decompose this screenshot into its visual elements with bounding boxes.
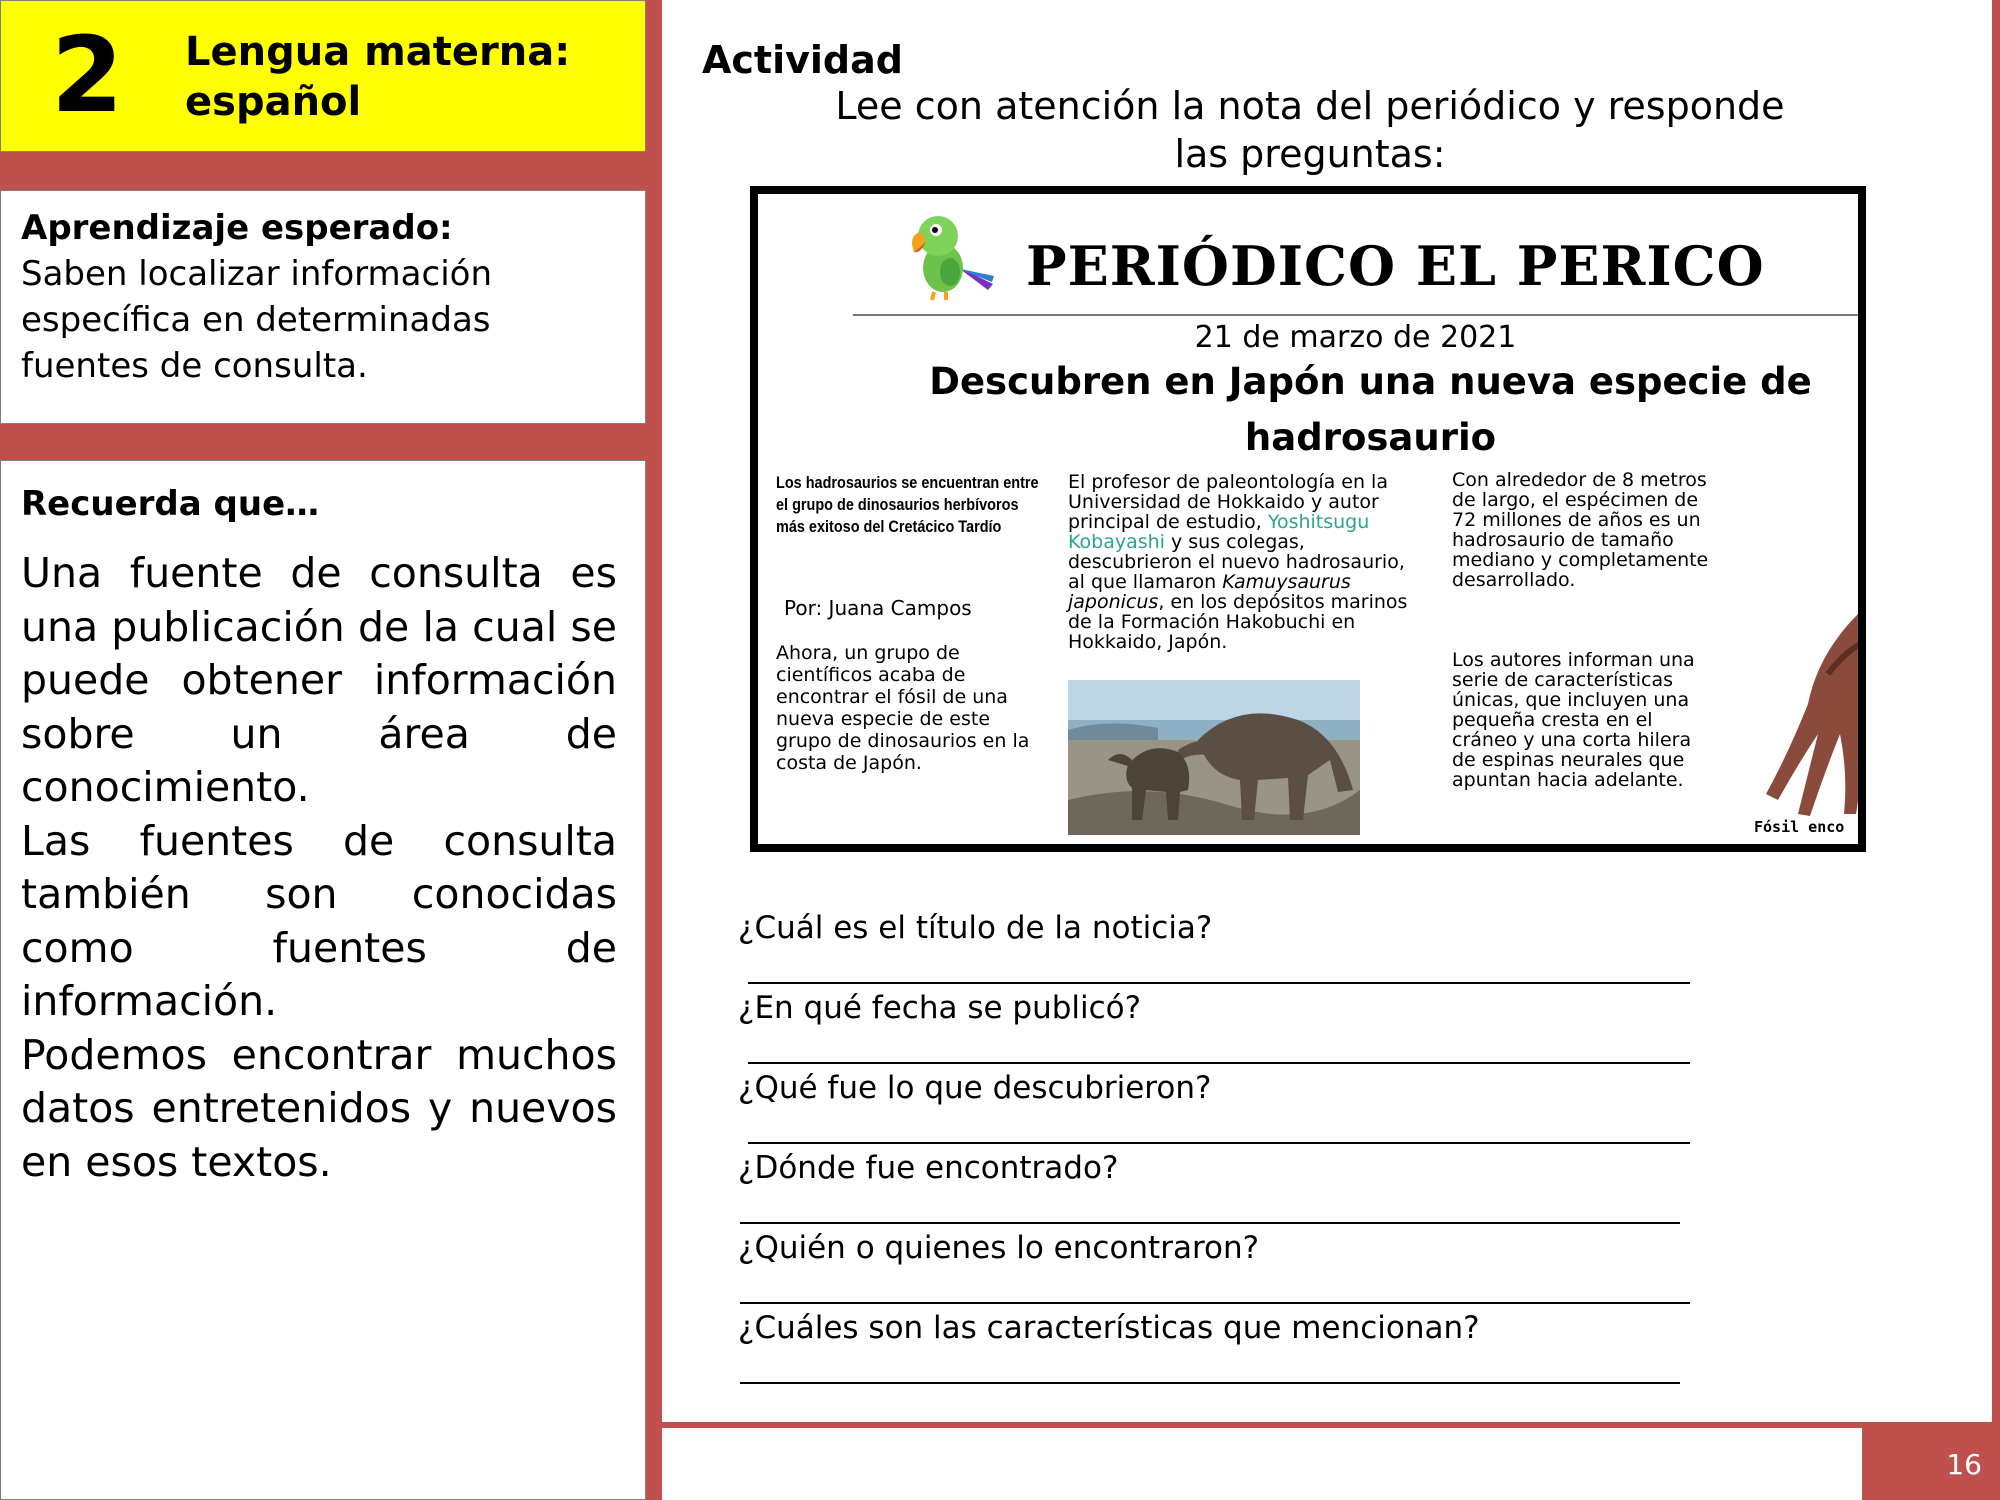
question-3: ¿Qué fue lo que descubrieron? — [738, 1070, 1212, 1106]
unit-number: 2 — [51, 14, 124, 136]
parrot-icon — [898, 206, 998, 306]
question-4: ¿Dónde fue encontrado? — [738, 1150, 1119, 1186]
answer-line-4[interactable] — [740, 1222, 1680, 1224]
article-lead: Los hadrosaurios se encuentran entre el grupo de dinosaurios herbívoros más exitoso del Cretácico Tardío — [776, 473, 1039, 536]
newspaper-date: 21 de marzo de 2021 — [1194, 320, 1517, 355]
answer-line-6[interactable] — [740, 1382, 1680, 1384]
remember-paragraph: Las fuentes de consulta también son conocidas como fuentes de información. — [21, 816, 617, 1025]
article-column-3-p2: Los autores informan una serie de características únicas, que incluyen una pequeña cresta en el cráneo y una corta hilera de espinas neurales que apuntan hacia adelante. — [1452, 649, 1695, 791]
col2-text-b: y sus colegas, descubrieron el nuevo hadrosaurio, al que llamaron — [1068, 531, 1405, 593]
fossil-caption: Fósil enco — [1754, 818, 1845, 836]
col2-text-c: , en los depósitos marinos de la Formación Hakobuchi en Hokkaido, Japón. — [1068, 591, 1408, 653]
fossil-image — [1748, 614, 1866, 824]
remember-paragraph: Podemos encontrar muchos datos entretenidos y nuevos en esos textos. — [21, 1030, 617, 1186]
answer-line-1[interactable] — [748, 982, 1690, 984]
remember-box — [0, 460, 646, 1500]
question-2: ¿En qué fecha se publicó? — [738, 990, 1142, 1026]
footer-bar — [662, 1428, 1862, 1500]
subject-line-1: Lengua materna: — [185, 29, 571, 75]
remember-heading: Recuerda que… — [21, 484, 320, 524]
subject-line-2: español — [185, 79, 362, 125]
col2-text-a: El profesor de paleontología en la Universidad de Hokkaido y autor principal de estudio, — [1068, 471, 1388, 533]
article-byline: Por: Juana Campos — [784, 596, 972, 620]
learning-goal-text: Saben localizar información específica en determinadas fuentes de consulta. — [21, 254, 493, 386]
answer-line-5[interactable] — [740, 1302, 1690, 1304]
newspaper-name: PERIÓDICO EL PERICO — [1026, 234, 1765, 298]
remember-paragraph: Una fuente de consulta es una publicación de la cual se puede obtener información sobre un área de conocimiento. — [21, 549, 617, 811]
species-name: Kamuysaurus japonicus — [1068, 571, 1351, 613]
article-column-3-p1: Con alrededor de 8 metros de largo, el espécimen de 72 millones de años es un hadrosaurio de tamaño mediano y completamente desarrollado. — [1452, 469, 1709, 591]
newspaper-headline: Descubren en Japón una nueva especie de hadrosaurio — [929, 360, 1812, 459]
learning-goal-box — [0, 190, 646, 424]
article-column-2 — [1068, 472, 1413, 652]
question-6: ¿Cuáles son las características que mencionan? — [738, 1310, 1480, 1346]
newspaper-clipping — [750, 186, 1866, 852]
article-column-1: Ahora, un grupo de científicos acaba de encontrar el fósil de una nueva especie de este grupo de dinosaurios en la costa de Japón. — [776, 642, 1030, 774]
subject-title — [185, 27, 625, 127]
activity-instruction: Lee con atención la nota del periódico y responde las preguntas: — [835, 84, 1785, 176]
unit-header — [0, 0, 646, 152]
answer-line-2[interactable] — [748, 1062, 1690, 1064]
answer-line-3[interactable] — [748, 1142, 1690, 1144]
activity-label: Actividad — [702, 38, 903, 82]
scientist-name: Yoshitsugu Kobayashi — [1068, 511, 1370, 553]
question-5: ¿Quién o quienes lo encontraron? — [738, 1230, 1260, 1266]
page-number: 16 — [1862, 1428, 2000, 1500]
newspaper-rule — [853, 314, 1863, 316]
question-1: ¿Cuál es el título de la noticia? — [738, 910, 1213, 946]
dinosaur-photo — [1068, 680, 1360, 835]
learning-goal-heading: Aprendizaje esperado: — [21, 208, 453, 248]
